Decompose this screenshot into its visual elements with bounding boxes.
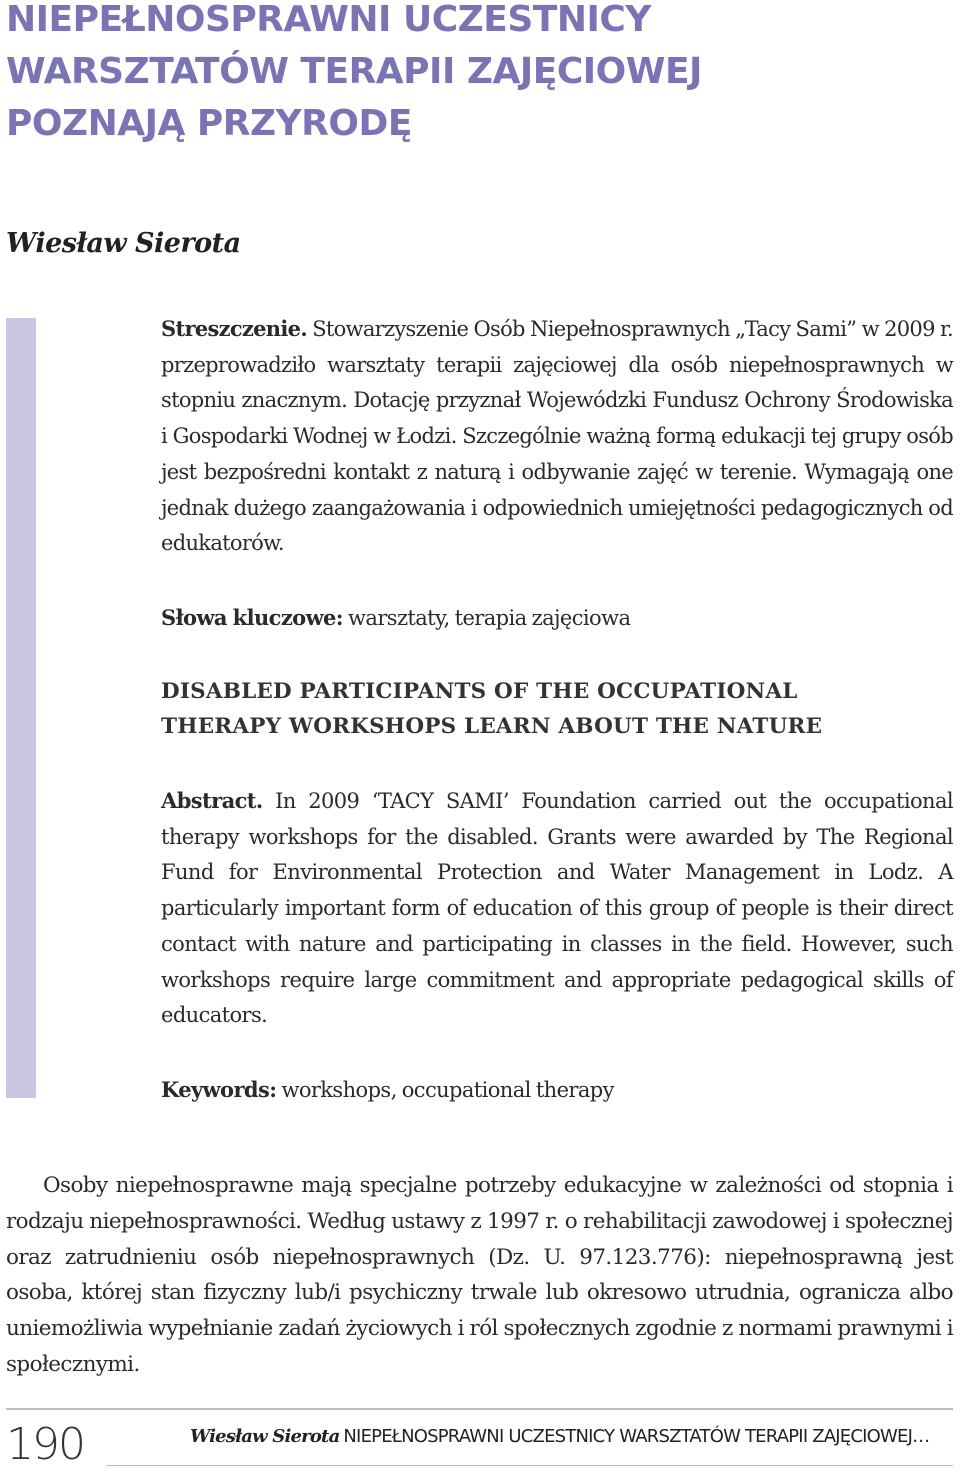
- running-head-title: NIEPEŁNOSPRAWNI UCZESTNICY WARSZTATÓW TERAPII ZAJĘCIOWEJ…: [343, 1426, 930, 1447]
- article-title: [6, 0, 946, 150]
- keywords-en-label: Keywords:: [161, 1077, 277, 1102]
- abstract-en-text: In 2009 ‘TACY SAMI’ Foundation carried out the occupational therapy workshops for the disabled. Grants were awarded by The Regional Fund for Environmental Protection and Water Management in Lodz. A particularly important form of education of this group of people is their direct contact with nature and participating in classes in the field. However, such workshops require large commitment and appropriate pedagogical skills of educators.: [161, 789, 954, 1028]
- footer-rule-bottom: [106, 1465, 953, 1466]
- abstract-pl-label: Streszczenie.: [161, 316, 307, 341]
- abstract-pl-text: Stowarzyszenie Osób Niepełnosprawnych „Tacy Sami” w 2009 r. przeprowadziło warsztaty terapii zajęciowej dla osób niepełnosprawnych w stopniu znacznym. Dotację przyznał Wojewódzki Fundusz Ochrony Środowiska i Gospodarki Wodnej w Łodzi. Szczególnie ważną formą edukacji tej grupy osób jest bezpośredni kontakt z naturą i odbywanie zajęć w terenie. Wymagają one jednak dużego zaangażowania i odpowiednich umiejętności pedagogicznych od edukatorów.: [161, 317, 953, 556]
- author-name: Wiesław Sierota: [6, 228, 241, 259]
- keywords-pl: [161, 600, 953, 636]
- keywords-pl-label: Słowa kluczowe:: [161, 605, 343, 630]
- english-title: [161, 674, 953, 744]
- abstract-en-label: Abstract.: [161, 788, 263, 813]
- title-line: WARSZTATÓW TERAPII ZAJĘCIOWEJ: [6, 51, 702, 92]
- abstract-en: [161, 783, 953, 1034]
- title-line: NIEPEŁNOSPRAWNI UCZESTNICY: [6, 0, 651, 40]
- footer-rule-top: [6, 1408, 953, 1410]
- keywords-en: [161, 1072, 953, 1108]
- english-title-line: DISABLED PARTICIPANTS OF THE OCCUPATIONAL: [161, 679, 798, 704]
- running-head: [190, 1422, 953, 1452]
- english-title-line: THERAPY WORKSHOPS LEARN ABOUT THE NATURE: [161, 714, 823, 739]
- keywords-pl-text: warsztaty, terapia zajęciowa: [348, 606, 631, 630]
- running-head-author: Wiesław Sierota: [190, 1426, 340, 1447]
- title-line: POZNAJĄ PRZYRODĘ: [6, 103, 412, 144]
- abstract-pl: [161, 311, 953, 562]
- keywords-en-text: workshops, occupational therapy: [281, 1078, 614, 1102]
- page-number: 190: [6, 1419, 84, 1470]
- body-paragraph: Osoby niepełnosprawne mają specjalne potrzeby edukacyjne w zależności od stopnia i rodzaju niepełnosprawności. Według ustawy z 1997 r. o rehabilitacji zawodowej i społecznej oraz zatrudnieniu osób niepełnosprawnych (Dz. U. 97.123.776): niepełnosprawną jest osoba, której stan fizyczny lub/i psychiczny trwale lub okresowo utrudnia, ogranicza albo uniemożliwia wypełnianie zadań życiowych i ról społecznych zgodnie z normami prawnymi i społecznymi.: [6, 1173, 953, 1377]
- abstract-sidebar-bar: [6, 318, 36, 1098]
